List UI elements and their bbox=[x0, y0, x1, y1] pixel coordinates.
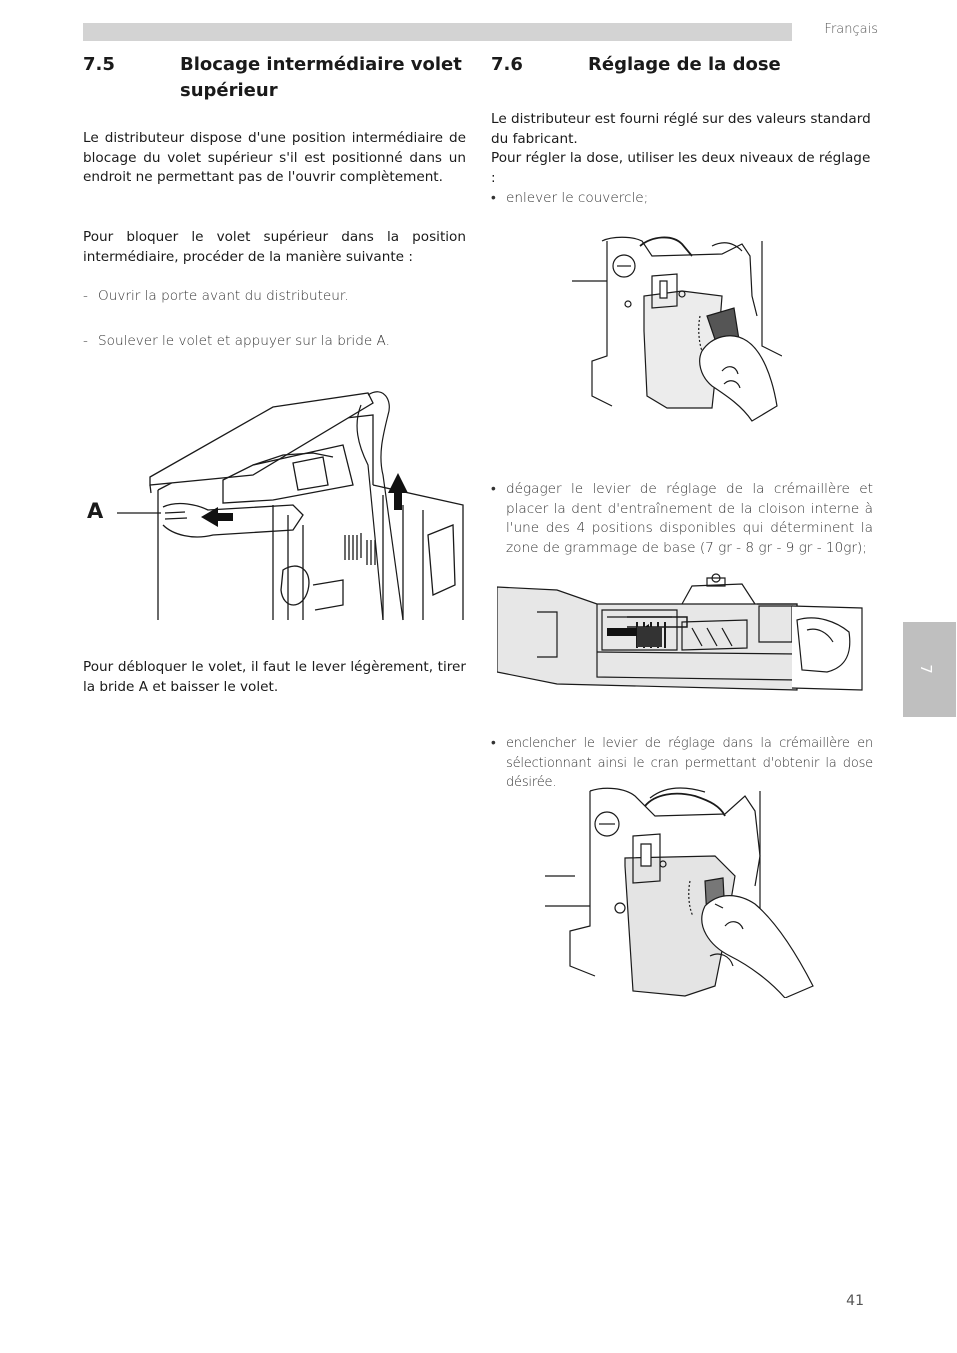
bullet-release-lever bbox=[491, 480, 873, 560]
step-dash: - bbox=[83, 333, 88, 349]
chapter-tab bbox=[903, 622, 956, 717]
bullet-dot: • bbox=[491, 190, 496, 206]
bullet-remove-cover bbox=[491, 189, 873, 211]
page-number: 41 bbox=[846, 1293, 864, 1309]
step-lift-flap: Soulever le volet et appuyer sur la bride A. bbox=[98, 333, 390, 349]
bullet-text: enlever le couvercle; bbox=[506, 190, 649, 206]
header-bar bbox=[83, 23, 792, 41]
bullet-text: dégager le levier de réglage de la crémaillère et placer la dent d'entraînement de la cloison interne à l'une des 4 positions disponibles qui déterminent la zone de grammage de base (7 gr - 8 gr - 9 gr - 10gr); bbox=[506, 481, 873, 556]
bullet-engage-lever bbox=[491, 734, 873, 791]
bullet-dot: • bbox=[491, 735, 496, 751]
figure-engage-lever bbox=[545, 786, 815, 998]
paragraph-unblock: Pour débloquer le volet, il faut le lever légèrement, tirer la bride A et baisser le volet. bbox=[83, 659, 466, 695]
section-number-7-5: 7.5 bbox=[83, 54, 115, 75]
paragraph-two-levels: Pour régler la dose, utiliser les deux niveaux de réglage : bbox=[491, 150, 871, 186]
paragraph-procedure: Pour bloquer le volet supérieur dans la position intermédiaire, procéder de la manière suivante : bbox=[83, 229, 466, 265]
bullet-text: enclencher le levier de réglage dans la crémaillère en sélectionnant ainsi le cran permettant d'obtenir la dose désirée. bbox=[506, 736, 873, 791]
figure-label-a: A bbox=[87, 499, 104, 523]
figure-rack bbox=[497, 572, 865, 697]
paragraph-intro: Le distributeur dispose d'une position intermédiaire de blocage du volet supérieur s'il est positionné dans un endroit ne permettant pas de l'ouvrir complètement. bbox=[83, 130, 466, 186]
bullet-dot: • bbox=[491, 481, 496, 497]
language-label: Français bbox=[824, 22, 878, 37]
step-dash: - bbox=[83, 288, 88, 304]
figure-remove-cover bbox=[572, 236, 782, 426]
section-title-7-5-line1: Blocage intermédiaire volet bbox=[180, 54, 462, 75]
step-open-door: Ouvrir la porte avant du distributeur. bbox=[98, 288, 349, 304]
section-number-7-6: 7.6 bbox=[491, 54, 523, 75]
paragraph-supplied: Le distributeur est fourni réglé sur des valeurs standard du fabricant. bbox=[491, 111, 871, 147]
figure-flap-blocking bbox=[83, 385, 468, 625]
section-title-7-5-line2: supérieur bbox=[180, 80, 278, 101]
section-title-7-6: Réglage de la dose bbox=[588, 54, 781, 75]
chapter-tab-number: 7 bbox=[916, 664, 935, 674]
